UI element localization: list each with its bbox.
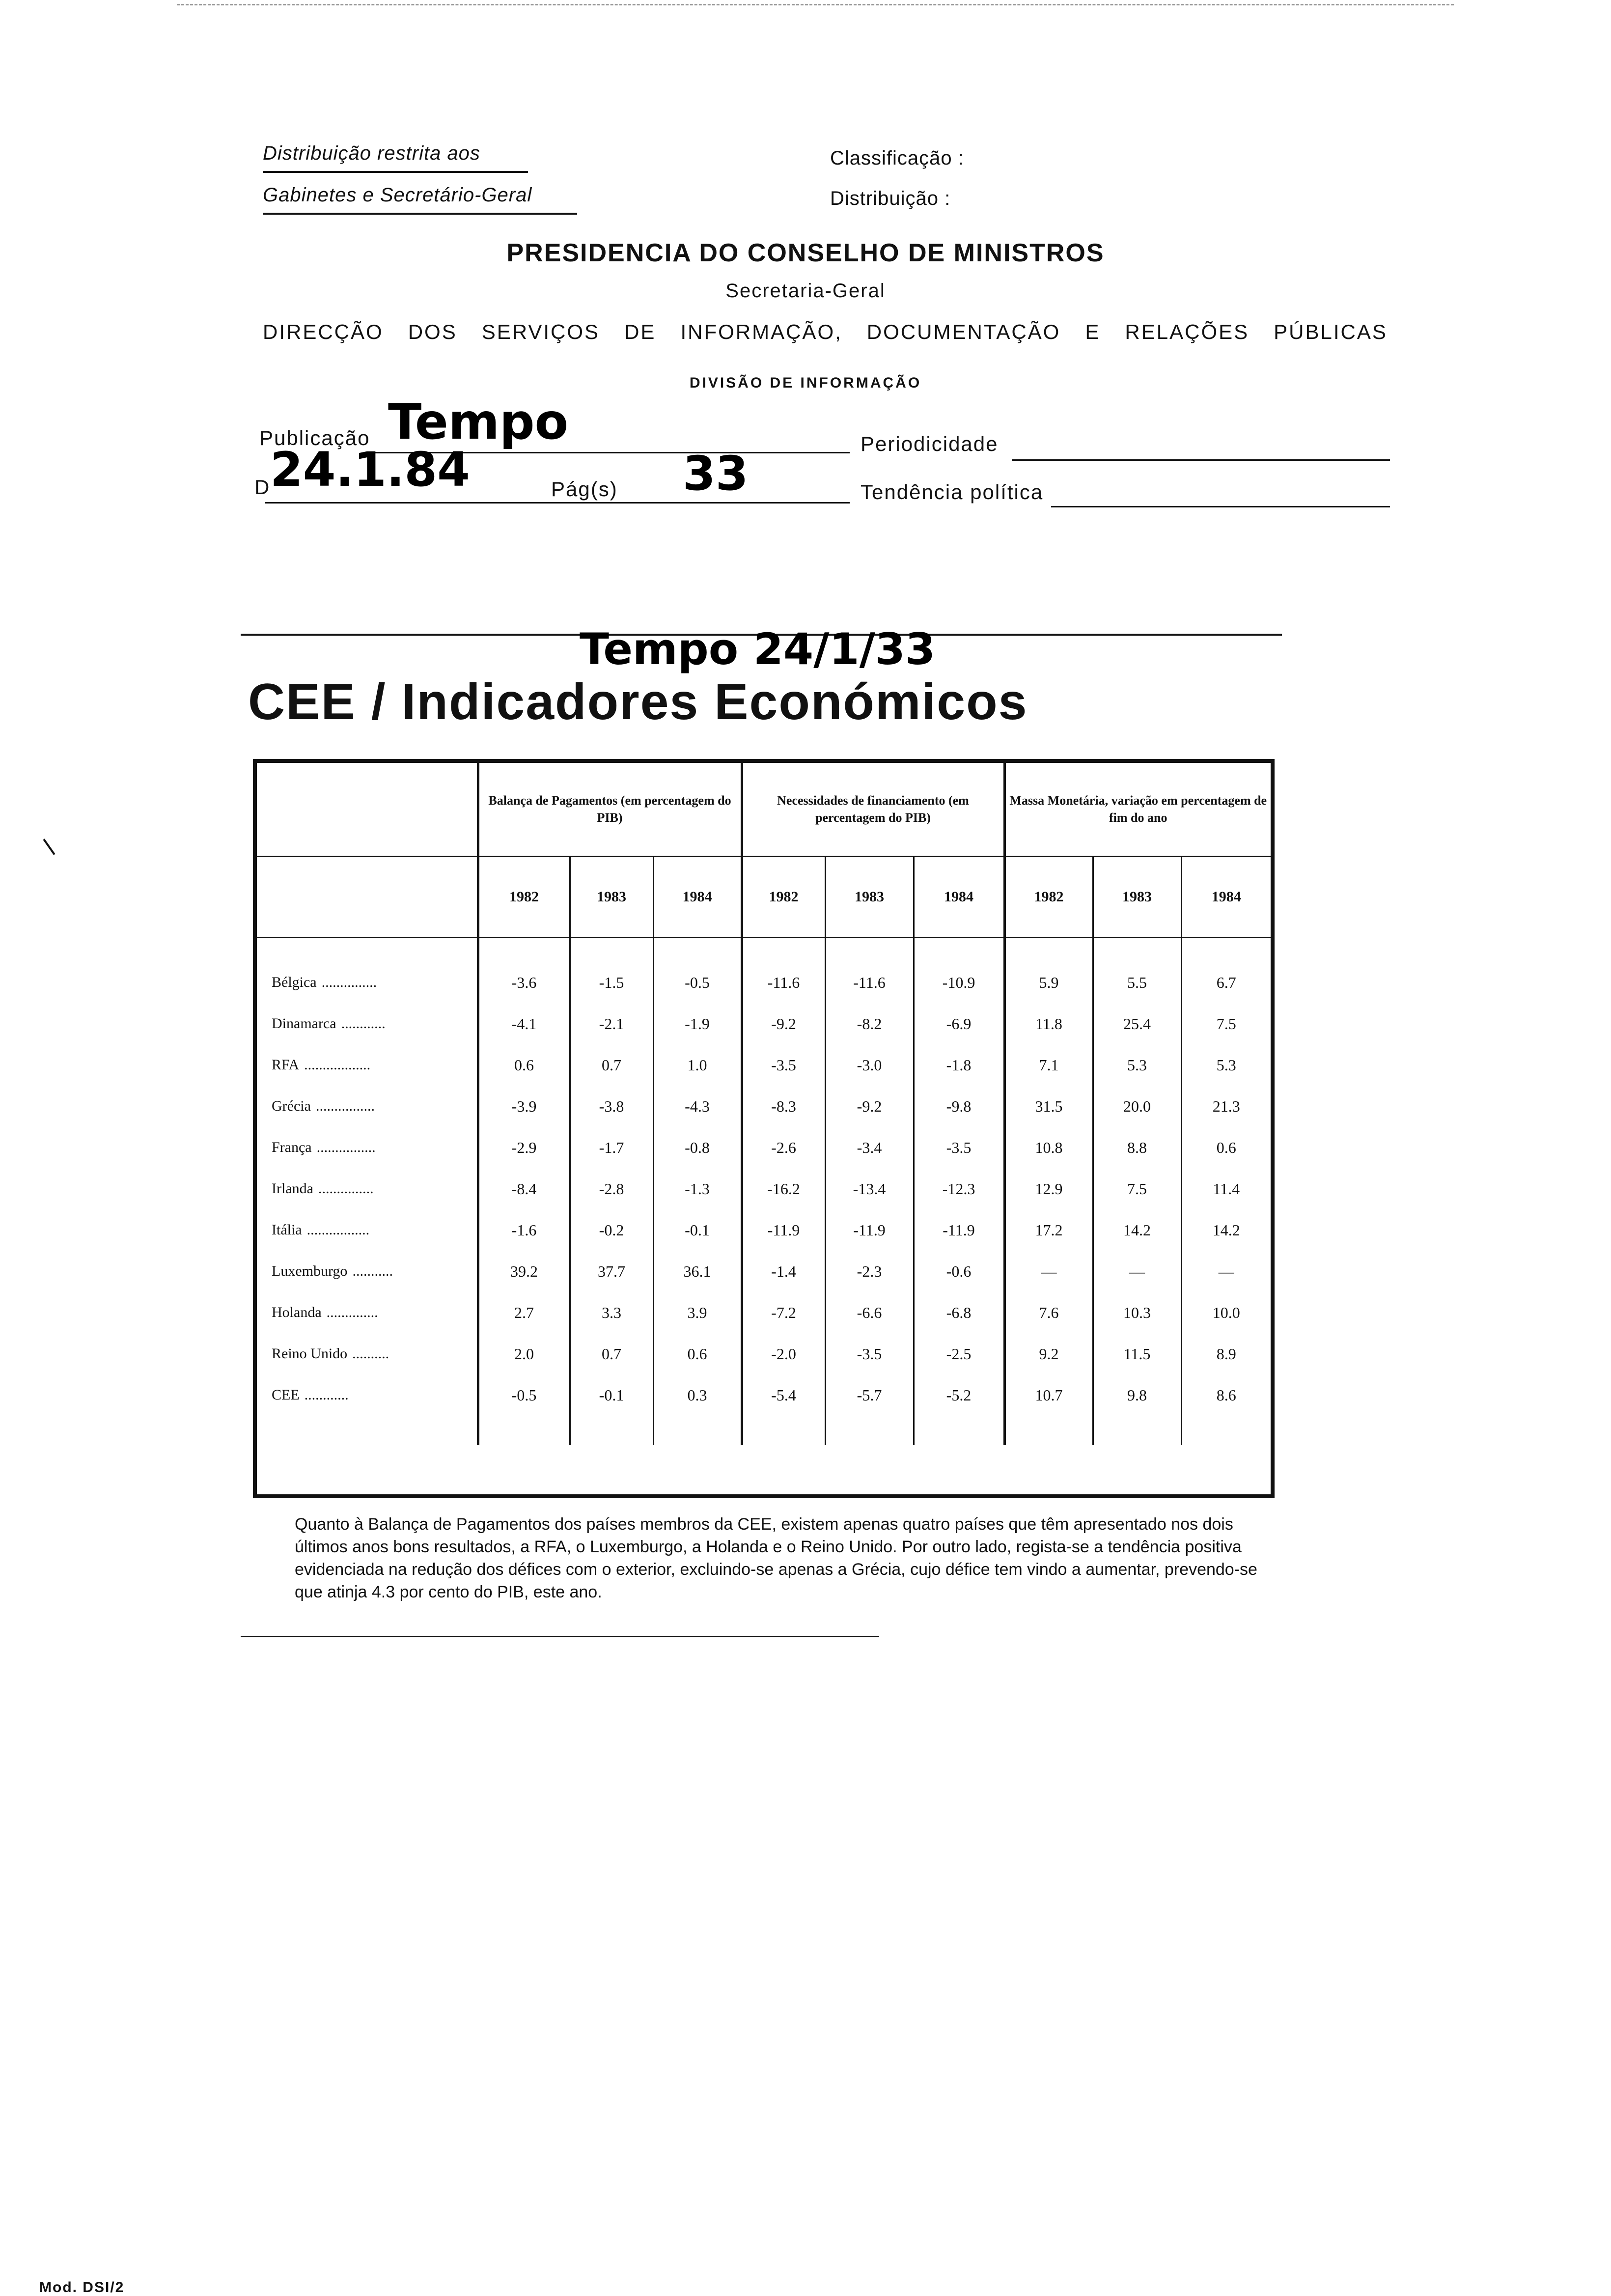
leader-dots: .................. [304, 1057, 371, 1073]
leader-dots: .......... [352, 1345, 389, 1362]
top-scan-border [177, 4, 1454, 5]
value-cell: -1.5 [570, 962, 653, 1003]
value-cell: — [1181, 1251, 1271, 1292]
distribution-label: Distribuição : [830, 188, 951, 209]
value-cell: 31.5 [1004, 1086, 1093, 1127]
value-cell: 0.6 [1181, 1127, 1271, 1168]
group-header-balanca: Balança de Pagamentos (em percentagem do PIB) [478, 763, 742, 856]
year-header: 1982 [1004, 856, 1093, 937]
annotation-handwritten: Tempo 24/1/33 [580, 624, 936, 674]
value-cell: -2.3 [825, 1251, 914, 1292]
value-cell: 9.8 [1093, 1374, 1181, 1416]
value-cell: 7.5 [1181, 1003, 1271, 1044]
indicators-table [253, 759, 1275, 1498]
leader-dots: ................. [306, 1222, 370, 1238]
value-cell: 3.9 [653, 1292, 742, 1333]
corner-cell [257, 763, 478, 856]
value-cell: -3.0 [825, 1044, 914, 1086]
pags-label: Pág(s) [551, 477, 618, 501]
table-row [257, 1333, 1271, 1374]
group-header-massa: Massa Monetária, variação em percentagem de fim do ano [1004, 763, 1271, 856]
table-row [257, 1003, 1271, 1044]
data-handwritten: 24.1.84 [270, 442, 470, 497]
value-cell: -2.6 [742, 1127, 825, 1168]
value-cell: -8.2 [825, 1003, 914, 1044]
value-cell: -11.6 [825, 962, 914, 1003]
value-cell: -7.2 [742, 1292, 825, 1333]
table-row [257, 1292, 1271, 1333]
country-name: CEE [272, 1387, 300, 1403]
department-word: SERVIÇOS [481, 320, 600, 343]
value-cell: -0.5 [478, 1374, 570, 1416]
year-header: 1984 [653, 856, 742, 937]
value-cell: -1.6 [478, 1209, 570, 1251]
value-cell: 39.2 [478, 1251, 570, 1292]
table-row [257, 1086, 1271, 1127]
value-cell: 8.9 [1181, 1333, 1271, 1374]
value-cell: -8.4 [478, 1168, 570, 1209]
value-cell: 0.7 [570, 1044, 653, 1086]
department-word: RELAÇÕES [1125, 320, 1250, 343]
value-cell: -3.5 [914, 1127, 1004, 1168]
value-cell: -8.3 [742, 1086, 825, 1127]
value-cell: 11.8 [1004, 1003, 1093, 1044]
department-word: DOS [408, 320, 457, 343]
country-name: Bélgica [272, 974, 317, 990]
office-title: PRESIDENCIA DO CONSELHO DE MINISTROS [506, 239, 1105, 267]
value-cell: 11.4 [1181, 1168, 1271, 1209]
leader-dots: ............ [341, 1015, 386, 1032]
department-word: PÚBLICAS [1274, 320, 1388, 343]
value-cell: — [1004, 1251, 1093, 1292]
tendencia-line [1051, 506, 1390, 507]
value-cell: 5.9 [1004, 962, 1093, 1003]
year-header: 1983 [1093, 856, 1181, 937]
value-cell: -3.6 [478, 962, 570, 1003]
department-word: DE [624, 320, 656, 343]
value-cell: — [1093, 1251, 1181, 1292]
value-cell: 10.8 [1004, 1127, 1093, 1168]
year-header: 1982 [742, 856, 825, 937]
value-cell: 9.2 [1004, 1333, 1093, 1374]
country-name: Holanda [272, 1304, 322, 1320]
value-cell: 0.3 [653, 1374, 742, 1416]
value-cell: 14.2 [1181, 1209, 1271, 1251]
value-cell: 0.7 [570, 1333, 653, 1374]
value-cell: -11.9 [825, 1209, 914, 1251]
value-cell: -9.2 [825, 1086, 914, 1127]
data-label: D [254, 476, 271, 499]
leader-dots: ........... [352, 1263, 393, 1279]
value-cell: -1.4 [742, 1251, 825, 1292]
year-header: 1984 [914, 856, 1004, 937]
value-cell: 7.1 [1004, 1044, 1093, 1086]
value-cell: 5.3 [1181, 1044, 1271, 1086]
country-name: Luxemburgo [272, 1263, 348, 1279]
country-name: RFA [272, 1057, 300, 1073]
article-title: CEE / Indicadores Económicos [248, 673, 1028, 730]
department-word: E [1085, 320, 1101, 343]
pags-handwritten: 33 [683, 446, 749, 501]
distribution-note-line2: Gabinetes e Secretário-Geral [263, 184, 532, 206]
value-cell: -2.0 [742, 1333, 825, 1374]
value-cell: -3.9 [478, 1086, 570, 1127]
underline-2 [263, 213, 577, 215]
value-cell: -0.6 [914, 1251, 1004, 1292]
value-cell: 25.4 [1093, 1003, 1181, 1044]
value-cell: 10.7 [1004, 1374, 1093, 1416]
value-cell: -3.5 [742, 1044, 825, 1086]
data-line [265, 502, 850, 504]
periodicidade-label: Periodicidade [861, 432, 999, 455]
value-cell: -3.8 [570, 1086, 653, 1127]
value-cell: -6.9 [914, 1003, 1004, 1044]
value-cell: -2.5 [914, 1333, 1004, 1374]
value-cell: -0.1 [570, 1374, 653, 1416]
country-name: Grécia [272, 1098, 311, 1114]
table-row [257, 1044, 1271, 1086]
table-row [257, 1374, 1271, 1416]
value-cell: 5.3 [1093, 1044, 1181, 1086]
value-cell: 20.0 [1093, 1086, 1181, 1127]
value-cell: 6.7 [1181, 962, 1271, 1003]
publicacao-label: Publicação [259, 426, 370, 449]
value-cell: 0.6 [653, 1333, 742, 1374]
value-cell: -6.8 [914, 1292, 1004, 1333]
value-cell: 36.1 [653, 1251, 742, 1292]
value-cell: -3.5 [825, 1333, 914, 1374]
value-cell: 8.6 [1181, 1374, 1271, 1416]
value-cell: -0.5 [653, 962, 742, 1003]
analysis-note: Quanto à Balança de Pagamentos dos países membros da CEE, existem apenas quatro países que têm apresentado nos dois últimos anos bons resultados, a RFA, o Luxemburgo, a Holanda e o Reino Unido. Por outro lado, regista-se a tendência positiva evidenciada na redução dos défices com o exterior, excluindo-se apenas a Grécia, cujo défice tem vindo a aumentar, prevendo-se que atinja 4.3 por cento do PIB, este ano. [295, 1515, 1257, 1601]
value-cell: -13.4 [825, 1168, 914, 1209]
year-header: 1983 [570, 856, 653, 937]
leader-dots: ............... [318, 1180, 374, 1197]
margin-mark [43, 839, 55, 855]
value-cell: -2.8 [570, 1168, 653, 1209]
value-cell: 7.5 [1093, 1168, 1181, 1209]
division-label: DIVISÃO DE INFORMAÇÃO [689, 375, 922, 391]
table-row [257, 1251, 1271, 1292]
value-cell: 21.3 [1181, 1086, 1271, 1127]
table-row [257, 962, 1271, 1003]
country-name: França [272, 1139, 312, 1155]
value-cell: 5.5 [1093, 962, 1181, 1003]
classification-label: Classificação : [830, 147, 964, 169]
table-row [257, 1168, 1271, 1209]
secretariat: Secretaria-Geral [725, 280, 886, 302]
value-cell: -11.9 [742, 1209, 825, 1251]
country-name: Reino Unido [272, 1345, 348, 1362]
department-word: DIRECÇÃO [263, 320, 384, 343]
value-cell: 2.0 [478, 1333, 570, 1374]
department-word: INFORMAÇÃO, [680, 320, 842, 343]
leader-dots: ............ [304, 1387, 349, 1403]
distribution-note-line1: Distribuição restrita aos [263, 142, 480, 164]
value-cell: 3.3 [570, 1292, 653, 1333]
leader-dots: ............... [321, 974, 377, 990]
value-cell: -5.2 [914, 1374, 1004, 1416]
department-line [263, 320, 1388, 344]
value-cell: 2.7 [478, 1292, 570, 1333]
value-cell: -4.3 [653, 1086, 742, 1127]
value-cell: -3.4 [825, 1127, 914, 1168]
department-word: DOCUMENTAÇÃO [866, 320, 1061, 343]
value-cell: -10.9 [914, 962, 1004, 1003]
value-cell: -5.4 [742, 1374, 825, 1416]
value-cell: 8.8 [1093, 1127, 1181, 1168]
value-cell: -16.2 [742, 1168, 825, 1209]
leader-dots: ................ [316, 1139, 376, 1155]
value-cell: -2.1 [570, 1003, 653, 1044]
value-cell: 17.2 [1004, 1209, 1093, 1251]
value-cell: 0.6 [478, 1044, 570, 1086]
value-cell: -9.8 [914, 1086, 1004, 1127]
value-cell: -4.1 [478, 1003, 570, 1044]
group-header-necessidades: Necessidades de financiamento (em percentagem do PIB) [742, 763, 1004, 856]
value-cell: 14.2 [1093, 1209, 1181, 1251]
table-row [257, 1209, 1271, 1251]
note-bottom-rule [241, 1636, 879, 1637]
country-name: Irlanda [272, 1180, 313, 1197]
leader-dots: .............. [326, 1304, 378, 1320]
year-header: 1984 [1181, 856, 1271, 937]
value-cell: -2.9 [478, 1127, 570, 1168]
value-cell: -11.6 [742, 962, 825, 1003]
value-cell: -6.6 [825, 1292, 914, 1333]
value-cell: -1.9 [653, 1003, 742, 1044]
country-name: Dinamarca [272, 1015, 336, 1032]
value-cell: -1.3 [653, 1168, 742, 1209]
year-header: 1983 [825, 856, 914, 937]
value-cell: -5.7 [825, 1374, 914, 1416]
value-cell: 7.6 [1004, 1292, 1093, 1333]
value-cell: -12.3 [914, 1168, 1004, 1209]
value-cell: 10.3 [1093, 1292, 1181, 1333]
value-cell: 11.5 [1093, 1333, 1181, 1374]
value-cell: -1.7 [570, 1127, 653, 1168]
underline-1 [263, 171, 528, 173]
value-cell: -0.8 [653, 1127, 742, 1168]
publicacao-handwritten: Tempo [388, 393, 569, 450]
value-cell: -0.2 [570, 1209, 653, 1251]
tendencia-label: Tendência política [861, 480, 1044, 504]
value-cell: -1.8 [914, 1044, 1004, 1086]
year-header: 1982 [478, 856, 570, 937]
corner-cell-2 [257, 856, 478, 937]
form-code: Mod. DSI/2 [39, 2279, 125, 2296]
value-cell: 37.7 [570, 1251, 653, 1292]
periodicidade-line [1012, 459, 1390, 461]
table-row [257, 1127, 1271, 1168]
value-cell: 10.0 [1181, 1292, 1271, 1333]
value-cell: -0.1 [653, 1209, 742, 1251]
leader-dots: ................ [315, 1098, 375, 1114]
value-cell: 12.9 [1004, 1168, 1093, 1209]
value-cell: -9.2 [742, 1003, 825, 1044]
country-name: Itália [272, 1222, 302, 1238]
value-cell: 1.0 [653, 1044, 742, 1086]
value-cell: -11.9 [914, 1209, 1004, 1251]
